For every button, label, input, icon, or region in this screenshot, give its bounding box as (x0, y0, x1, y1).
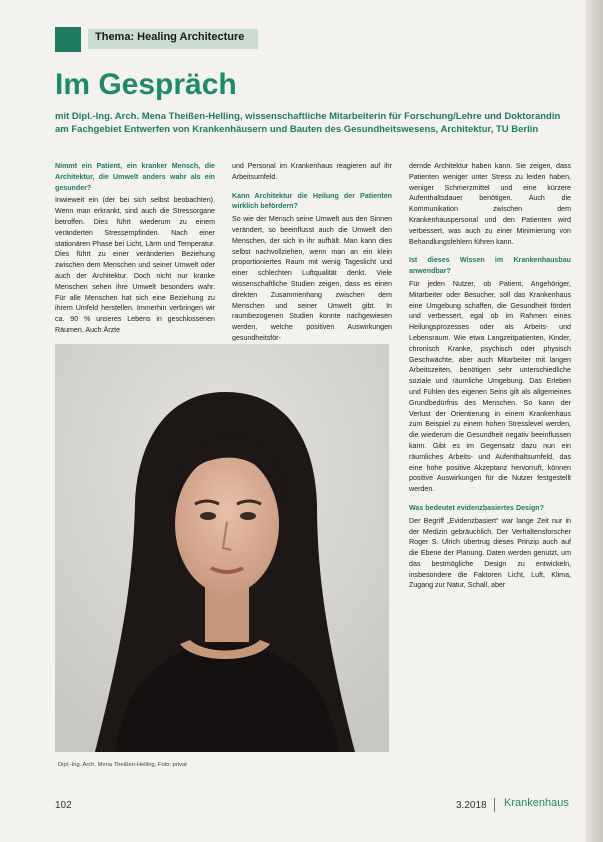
answer-paragraph: So wie der Mensch seine Umwelt aus den Sinnen verändert, so beeinflusst auch die Umwelt den Menschen, der sich in ihr aufhält. Man kann dies selbst nachvollziehen, wenn man an ein klein proportioniertes Raum mit wenig Tageslicht und einer schlechten Luftqualität denkt. Viele wissenschaftliche Studien zeigen, dass es einen direkten Zusammenhang zwischen dem Menschen und seiner Umwelt gibt. In raumbezogenen Studien konnte nachgewiesen werden, welche positiven Auswirkungen gesundheitsför- (232, 215, 392, 341)
spacer (409, 247, 571, 255)
footer-divider (494, 798, 495, 812)
text-column-2 (232, 161, 392, 341)
portrait-photo (55, 344, 389, 752)
page-title: Im Gespräch (55, 68, 237, 101)
topic-label: Thema: Healing Architecture (95, 31, 245, 43)
magazine-logo: Krankenhaus (504, 797, 569, 809)
answer-paragraph: Für jeden Nutzer, ob Patient, Angehöriger, Mitarbeiter oder Besucher, soll das Krankenhaus eine Umgebung schaffen, die Gesundheit fördert und verbessert, egal ob im Rahmen eines Heilungsprozesses oder als Arbeits- und Lebensraum. Wie etwa Langzeitpatienten, Kinder, chronisch Kranke, psychisch oder physisch Geschwächte, aber auch Mitarbeiter mit langen Arbeitszeiten, benötigen sehr unterschiedliche soziale und räumliche Umgebung. Das Erleben und Fühlen des eigenen Seins gilt als allgemeines Grundbedürfnis des Menschen. So kann der Verlust der Orientierung in einem Krankenhaus zum Beispiel zu einem hohen Stresslevel werden, die wiederum die Gesundheit negativ beeinflussen kann. Gibt es im Gegensatz dazu nun ein räumliches Arbeits- und Aufenthaltsumfeld, das eine hohe positive Akzeptanz hervorruft, können positive Auswirkungen für die Nutzer festgestellt werden. (409, 279, 571, 494)
text-column-1 (55, 161, 215, 341)
page-number: 102 (55, 800, 72, 811)
interview-intro: mit Dipl.-Ing. Arch. Mena Theißen-Helling, wissenschaftliche Mitarbeiterin für Forschung/Lehre und Doktorandin am Fachgebiet Entwerfen von Krankenhäusern und Bauten des Gesundheitswesens, Architektur, TU Berlin (55, 111, 561, 135)
question-heading: Was bedeutet evidenzbasiertes Design? (409, 503, 544, 512)
spacer (232, 183, 392, 191)
page-spine-shadow (585, 0, 603, 842)
answer-paragraph: Der Begriff „Evidenzbasiert“ war lange Zeit nur in der Medizin gebräuchlich. Der Verhaltensforscher Roger S. Ulrich übertrug dieses Prinzip auch auf die Ebene der Planung. Daten werden genutzt, um das bestmögliche Design zu entwickeln, insbesondere die Faktoren Licht, Luft, Klima, Zugang zur Natur, Schall, aber (409, 516, 571, 590)
issue-number: 3.2018 (456, 800, 487, 811)
paragraph: dernde Architektur haben kann. Sie zeigen, dass Patienten weniger unter Stress zu leiden haben, weniger Schmerzmittel und eine kürzere Aufenthaltsdauer benötigen. Auch die Kommunikation zwischen dem Krankenhauspersonal und den Patienten wird verbessert, was auch zu einer Minimierung von Behandlungsfehlern führen kann. (409, 162, 571, 246)
text-column-3 (409, 161, 571, 779)
question-heading: Kann Architektur die Heilung der Patienten wirklich befördern? (232, 191, 392, 211)
topic-marker (55, 27, 81, 52)
answer-paragraph: Inwieweit ein (der bei sich selbst beobachten). Wenn man erkrankt, sind auch die Stressorgane betroffen. Dies führt wiederum zu einem veränderten Stressempfinden. Nach einer stationären Phase bei Licht, Lärm und Temperatur. Dies führt zu einer veränderten Beziehung zwischen dem Menschen und seiner Umwelt oder auch der Architektur. Doch nicht nur kranke Menschen sehen ihre Umwelt besonders wahr. Für alle Menschen hat sich eine Beziehung zu ihrem Umfeld herstellen. Immerhin verbringen wir ca. 90 % unseres Lebens in geschlossenen Räumen. Auch Ärzte (55, 196, 215, 334)
question-heading: Nimmt ein Patient, ein kranker Mensch, die Architektur, die Umwelt anders wahr als ein gesunder? (55, 162, 215, 192)
photo-caption: Dipl.-Ing. Arch. Mena Theißen-Helling, Foto: privat (58, 762, 187, 768)
portrait-illustration (55, 344, 389, 752)
paragraph: und Personal im Krankenhaus reagieren auf ihr Arbeitsumfeld. (232, 162, 392, 181)
question-heading: Ist dieses Wissen im Krankenhausbau anwendbar? (409, 256, 571, 276)
spacer (409, 495, 571, 503)
